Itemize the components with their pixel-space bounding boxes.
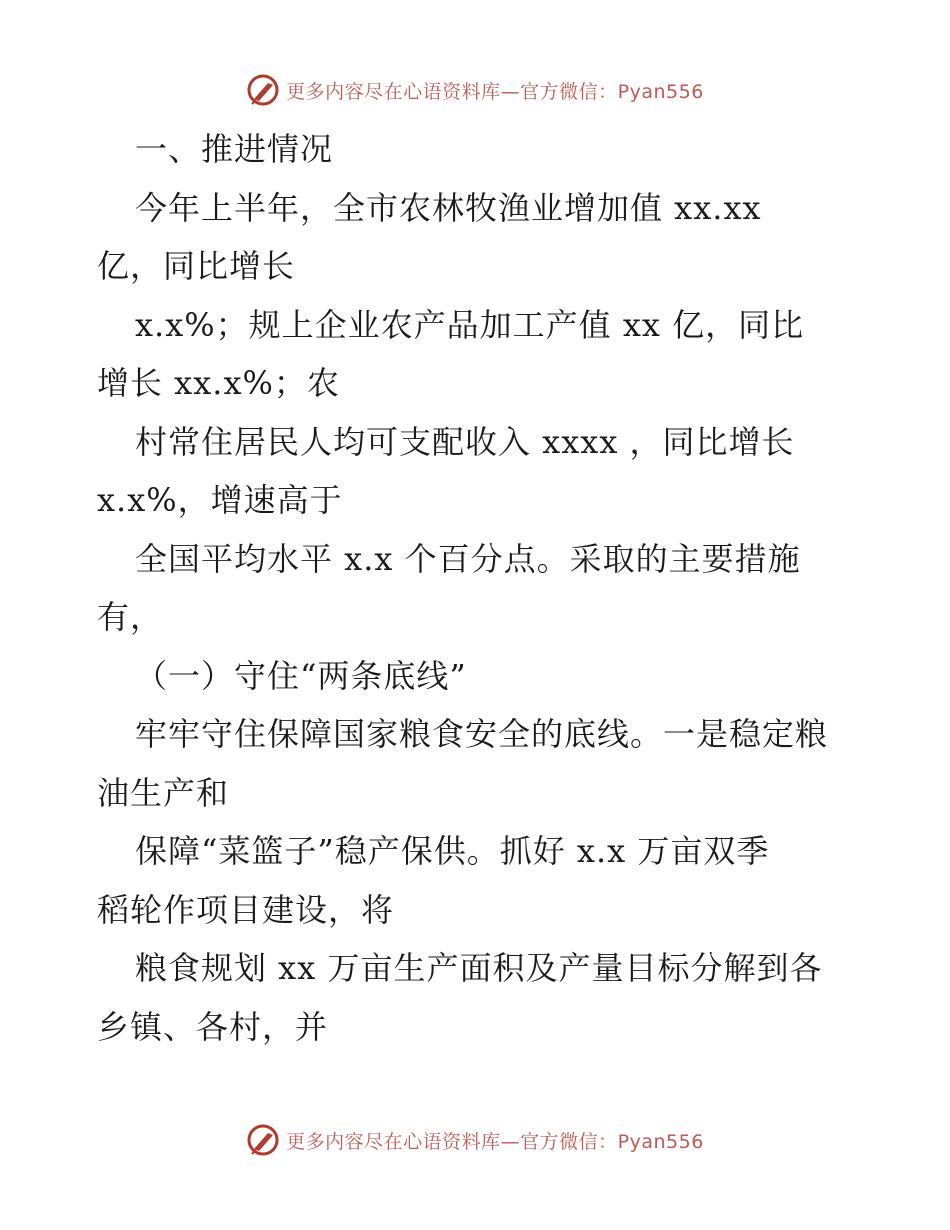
text-line: x.x%，增速高于 bbox=[97, 481, 343, 519]
document-body bbox=[97, 120, 867, 1056]
text-line: 油生产和 bbox=[97, 773, 230, 812]
text-line: 全国平均水平 x.x 个百分点。采取的主要措施 bbox=[135, 539, 801, 578]
header-watermark bbox=[0, 72, 950, 108]
text-line: 村常住居民人均可支配收入 xxxx ，同比增长 bbox=[135, 422, 795, 461]
text-line: 粮食规划 xx 万亩生产面积及产量目标分解到各 bbox=[135, 949, 823, 987]
text-line: 一、推进情况 bbox=[135, 130, 334, 168]
quill-seal-icon bbox=[246, 73, 280, 107]
text-line: 稻轮作项目建设，将 bbox=[97, 890, 395, 929]
text-line: 牢牢守住保障国家粮食安全的底线。一是稳定粮 bbox=[135, 715, 829, 753]
text-line: 有， bbox=[97, 598, 164, 636]
quill-seal-icon bbox=[246, 1123, 280, 1157]
text-line: 亿，同比增长 bbox=[97, 247, 296, 285]
text-line: 今年上半年，全市农林牧渔业增加值 xx.xx bbox=[135, 188, 762, 227]
watermark-text: 更多内容尽在心语资料库—官方微信：Pyan556 bbox=[286, 80, 704, 103]
footer-watermark bbox=[0, 1122, 950, 1158]
text-line: 增长 xx.x%；农 bbox=[97, 364, 340, 402]
text-line: 乡镇、各村，并 bbox=[97, 1007, 329, 1046]
text-line: （一）守住“两条底线” bbox=[135, 656, 467, 695]
text-line: x.x%；规上企业农产品加工产值 xx 亿，同比 bbox=[135, 305, 805, 344]
text-line: 保障“菜篮子”稳产保供。抓好 x.x 万亩双季 bbox=[135, 832, 770, 870]
watermark-text: 更多内容尽在心语资料库—官方微信：Pyan556 bbox=[286, 1130, 704, 1153]
